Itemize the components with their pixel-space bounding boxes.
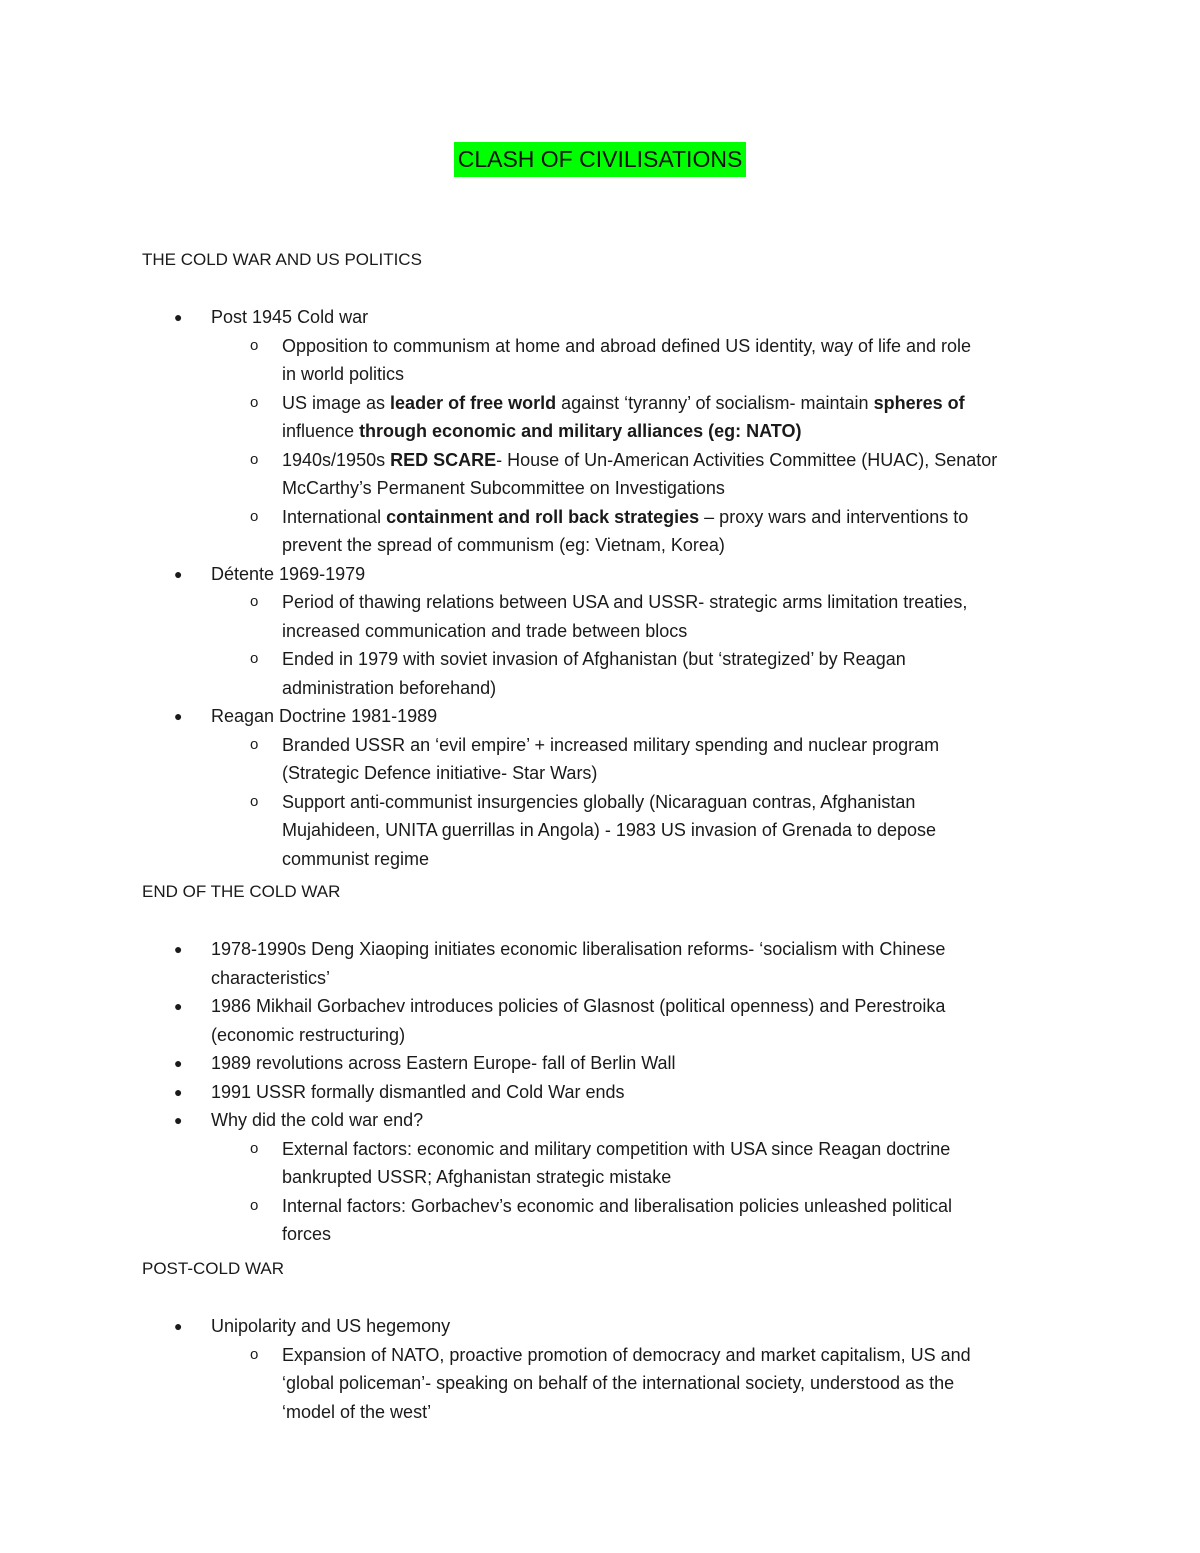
bullet-item-text: Why did the cold war end? [211,1110,424,1130]
sub-bullet-item-text: increased communication and trade between blocs [282,620,688,641]
sub-bullet-item-text: McCarthy’s Permanent Subcommittee on Investigations [282,478,725,498]
bullet-item-text: Post 1945 Cold war [211,307,369,327]
bullet-item-text: Unipolarity and US hegemony [211,1316,451,1336]
bullet-item-text: 1986 Mikhail Gorbachev introduces policies of Glasnost (political openness) and Perestroika [211,996,946,1016]
section-heading: POST-COLD WAR [142,1259,284,1278]
sub-bullet-item-text: (Strategic Defence initiative- Star Wars) [282,763,598,783]
bullet-item-text: 1991 USSR formally dismantled and Cold War ends [211,1081,625,1102]
sub-bullet-item-text: Support anti-communist insurgencies globally (Nicaraguan contras, Afghanistan [282,791,916,812]
section-heading: THE COLD WAR AND US POLITICS [142,250,422,269]
sub-bullet-item-text: Ended in 1979 with soviet invasion of Afghanistan (but ‘strategized’ by Reagan [282,649,906,669]
sub-bullet-item-text: Expansion of NATO, proactive promotion of democracy and market capitalism, US and [282,1344,971,1365]
sub-bullet-item-text: Branded USSR an ‘evil empire’ + increased military spending and nuclear program [282,734,940,755]
sub-bullet-item-text: 1940s/1950s RED SCARE- House of Un-American Activities Committee (HUAC), Senator [282,449,998,470]
sub-bullet-item-text: US image as leader of free world against ‘tyranny’ of socialism- maintain spheres of [282,392,965,413]
sub-bullet-item-text: ‘global policeman’- speaking on behalf of the international society, understood as the [282,1373,955,1393]
bullet-item-text: 1989 revolutions across Eastern Europe- fall of Berlin Wall [211,1053,676,1073]
sub-bullet-item-text: Opposition to communism at home and abroad defined US identity, way of life and role [282,335,972,356]
bullet-marker: ● [174,1112,183,1128]
sub-bullet-marker: o [250,1196,259,1214]
sub-bullet-item-text: prevent the spread of communism (eg: Vietnam, Korea) [282,535,725,555]
document-title: CLASH OF CIVILISATIONS [454,142,747,177]
sub-bullet-item-text: forces [282,1224,332,1244]
bullet-marker: ● [174,998,183,1014]
sub-bullet-marker: o [250,393,259,411]
bullet-marker: ● [174,1055,183,1071]
sub-bullet-marker: o [250,1139,259,1157]
sub-bullet-item-text: International containment and roll back strategies – proxy wars and interventions to [282,506,969,527]
bullet-item-text: characteristics’ [211,967,331,988]
sub-bullet-item-text: bankrupted USSR; Afghanistan strategic mistake [282,1167,672,1187]
sub-bullet-item-text: influence through economic and military alliances (eg: NATO) [282,421,802,441]
bullet-marker: ● [174,565,183,582]
sub-bullet-item-text: Internal factors: Gorbachev’s economic and liberalisation policies unleashed political [282,1195,953,1216]
sub-bullet-marker: o [250,650,259,667]
bullet-marker: ● [174,1083,183,1100]
sub-bullet-marker: o [250,507,259,525]
sub-bullet-item-text: External factors: economic and military competition with USA since Reagan doctrine [282,1138,951,1159]
sub-bullet-marker: o [250,792,259,810]
sub-bullet-marker: o [250,1345,259,1363]
bullet-item-text: (economic restructuring) [211,1024,406,1045]
sub-bullet-item-text: Period of thawing relations between USA and USSR- strategic arms limitation treaties, [282,592,968,612]
sub-bullet-item-text: communist regime [282,848,430,869]
bullet-item-text: Détente 1969-1979 [211,563,366,584]
sub-bullet-item-text: administration beforehand) [282,677,497,698]
sub-bullet-item-text: Mujahideen, UNITA guerrillas in Angola) - 1983 US invasion of Grenada to depose [282,820,937,840]
bullet-marker: ● [174,1318,183,1334]
bullet-item-text: 1978-1990s Deng Xiaoping initiates economic liberalisation reforms- ‘socialism with Chinese [211,939,946,959]
title-container [0,142,1200,177]
section-heading: END OF THE COLD WAR [142,882,341,901]
sub-bullet-item-text: in world politics [282,364,405,384]
sub-bullet-marker: o [250,450,259,468]
sub-bullet-marker: o [250,336,259,354]
bullet-marker: ● [174,708,183,724]
sub-bullet-marker: o [250,593,259,610]
bullet-item-text: Reagan Doctrine 1981-1989 [211,706,438,726]
bullet-marker: ● [174,941,183,957]
sub-bullet-marker: o [250,735,259,753]
bullet-marker: ● [174,309,183,325]
sub-bullet-item-text: ‘model of the west’ [282,1401,432,1422]
